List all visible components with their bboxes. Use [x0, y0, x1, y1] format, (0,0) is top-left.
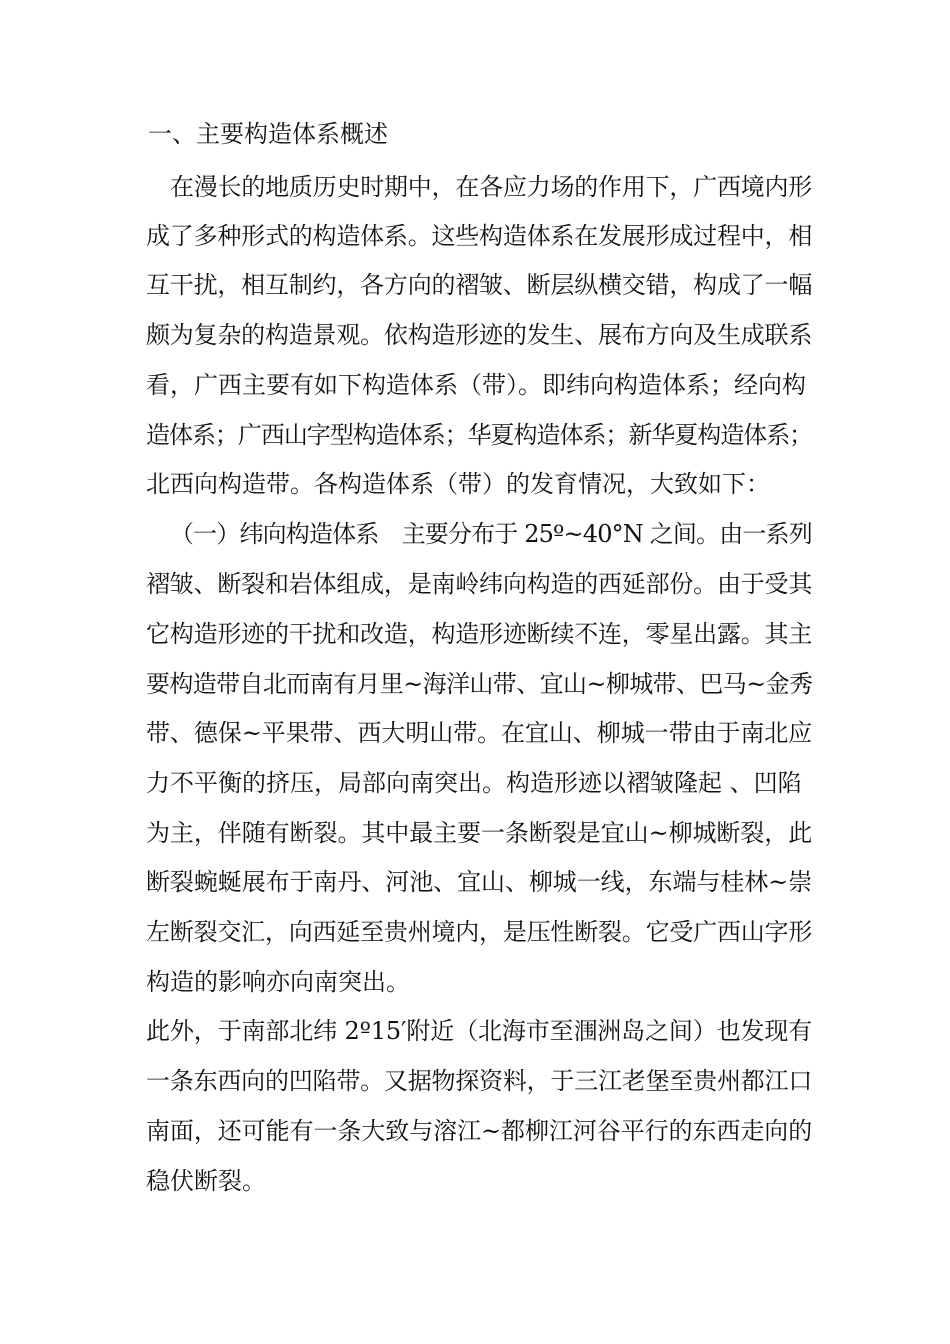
paragraph-line: 看，广西主要有如下构造体系（带）。即纬向构造体系；经向构	[146, 371, 806, 399]
paragraph-line: 它构造形迹的干扰和改造，构造形迹断续不连，零星出露。其主	[146, 620, 813, 648]
paragraph-line: 一条东西向的凹陷带。又据物探资料，于三江老堡至贵州都江口	[146, 1067, 813, 1095]
paragraph-line: 北西向构造带。各构造体系（带）的发育情况，大致如下：	[146, 470, 770, 498]
paragraph-line: 此外，于南部北纬 2º15′附近（北海市至涠洲岛之间）也发现有	[146, 1017, 813, 1045]
paragraph-line: 为主，伴随有断裂。其中最主要一条断裂是宜山~柳城断裂，此	[146, 819, 813, 847]
paragraph-line: 稳伏断裂。	[146, 1167, 266, 1195]
paragraph-line: 构造的影响亦向南突出。	[146, 968, 410, 996]
paragraph-line: 褶皱、断裂和岩体组成，是南岭纬向构造的西延部份。由于受其	[146, 570, 813, 598]
paragraph-line: 要构造带自北而南有月里~海洋山带、宜山~柳城带、巴马~金秀	[146, 670, 813, 698]
paragraph-line: 南面，还可能有一条大致与溶江~都柳江河谷平行的东西走向的	[146, 1117, 813, 1145]
paragraph-line: 成了多种形式的构造体系。这些构造体系在发展形成过程中，相	[146, 222, 813, 250]
paragraph-line: 左断裂交汇，向西延至贵州境内，是压性断裂。它受广西山字形	[146, 918, 813, 946]
paragraph-line: 力不平衡的挤压，局部向南突出。构造形迹以褶皱隆起 、凹陷	[146, 769, 802, 797]
paragraph-line: （一）纬向构造体系 主要分布于 25º~40°N 之间。由一系列	[170, 520, 812, 548]
paragraph-line: 造体系；广西山字型构造体系；华夏构造体系；新华夏构造体系；	[146, 421, 813, 449]
paragraph-line: 断裂蜿蜒展布于南丹、河池、宜山、柳城一线，东端与桂林~崇	[146, 868, 813, 896]
paragraph-line: 互干扰，相互制约，各方向的褶皱、断层纵横交错，构成了一幅	[146, 271, 813, 299]
section-heading: 一、主要构造体系概述	[148, 120, 388, 148]
paragraph-line: 带、德保~平果带、西大明山带。在宜山、柳城一带由于南北应	[146, 719, 813, 747]
paragraph-line: 在漫长的地质历史时期中，在各应力场的作用下，广西境内形	[170, 173, 813, 201]
paragraph-line: 颇为复杂的构造景观。依构造形迹的发生、展布方向及生成联系	[146, 321, 813, 349]
